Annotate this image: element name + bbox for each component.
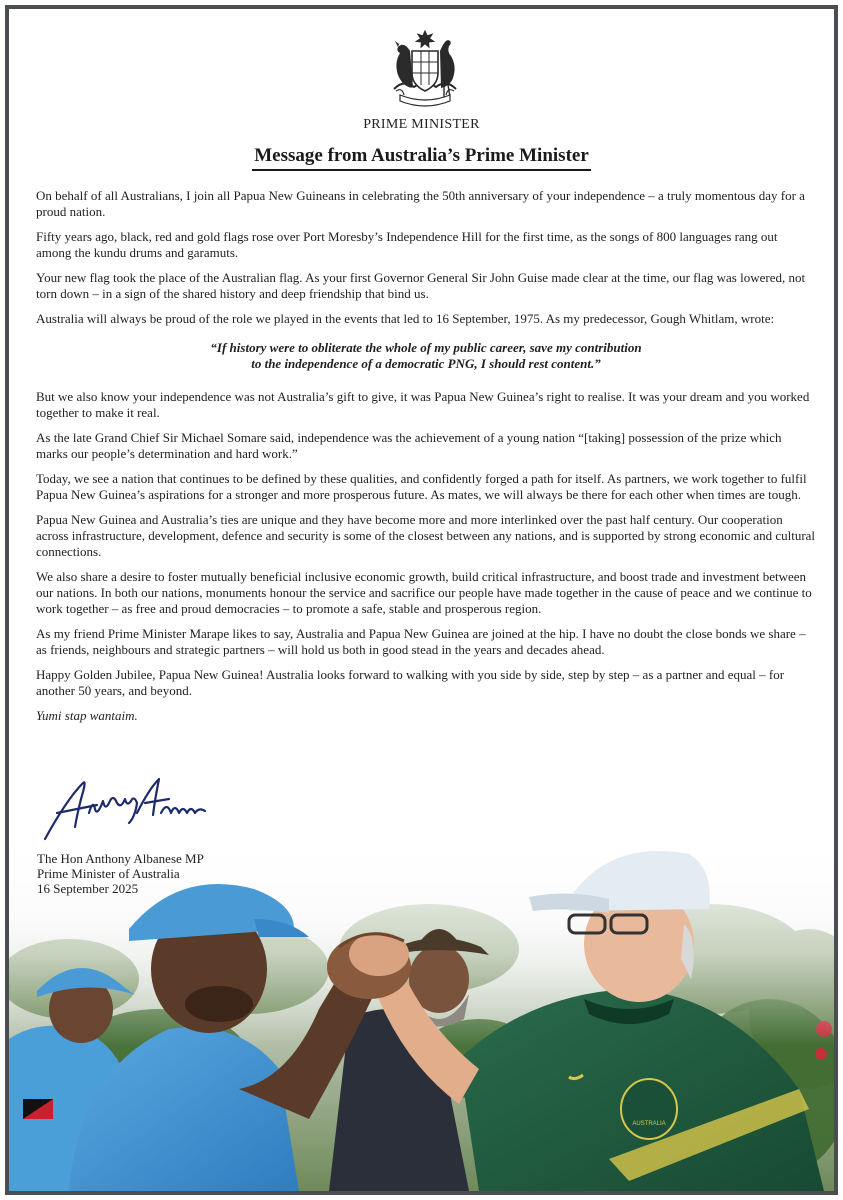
paragraph: On behalf of all Australians, I join all Papua New Guineans in celebrating the 50th anniversary of your independence – a truly momentous day for a proud nation. <box>36 188 805 219</box>
signature-text: Anthony Albanese <box>37 845 45 846</box>
closing-line: Yumi stap wantaim. <box>36 708 138 723</box>
paragraph: We also share a desire to foster mutually beneficial inclusive economic growth, build critical infrastructure, and boost trade and investment between our nations. In both our nations, monuments honour the service and sacrifice our people have made together in the cause of peace and we continue to work together – as free and proud democracies – to promote a safe, stable and prosperous region. <box>36 569 812 616</box>
office-label: PRIME MINISTER <box>363 117 480 132</box>
quote-line: “If history were to obliterate the whole of my public career, save my contribution <box>210 340 642 355</box>
paragraph: But we also know your independence was not Australia’s gift to give, it was Papua New Guinea’s right to realise. It was your dream and you worked together to make it real. <box>36 389 810 420</box>
coat-of-arms-icon <box>374 29 476 115</box>
paragraph: Happy Golden Jubilee, Papua New Guinea! Australia looks forward to walking with you side by side, step by step – as a partner and equal – for another 50 years, and beyond. <box>36 667 785 698</box>
signoff-date: 16 September 2025 <box>37 881 139 896</box>
signoff-role: Prime Minister of Australia <box>37 866 180 881</box>
signature-icon <box>37 769 217 847</box>
page-title <box>9 145 834 171</box>
paragraph: Your new flag took the place of the Australian flag. As your first Governor General Sir John Guise made clear at the time, our flag was lowered, not torn down – in a sign of the shared history and deep friendship that bind us. <box>36 270 806 301</box>
paragraph: Today, we see a nation that continues to be defined by these qualities, and confidently forged a path for itself. As partners, we work together to fulfil Papua New Guinea’s aspirations for a stronger and more prosperous future. As mates, we will always be there for each other when times are tough. <box>36 471 807 502</box>
paragraph: As the late Grand Chief Sir Michael Somare said, independence was the achievement of a young nation “[taking] possession of the prize which marks our people’s determination and hard work.” <box>36 430 782 461</box>
quote-line: to the independence of a democratic PNG, I should rest content.” <box>251 356 601 371</box>
paragraph: Australia will always be proud of the role we played in the events that led to 16 September, 1975. As my predecessor, Gough Whitlam, wrote: <box>36 311 775 326</box>
whitlam-quote <box>36 340 816 372</box>
paragraph: As my friend Prime Minister Marape likes to say, Australia and Papua New Guinea are joined at the hip. I have no doubt the close bonds we share – as friends, neighbours and strategic partners – will hold us both in good stead in the years and decades ahead. <box>36 626 806 657</box>
signoff-block <box>37 851 204 896</box>
letter-page <box>5 5 838 1195</box>
paragraph: Papua New Guinea and Australia’s ties are unique and they have become more and more interlinked over the past half century. Our cooperation across infrastructure, development, defence and security is some of the closest between any nations, and is supported by strong economic and cultural connections. <box>36 512 816 559</box>
page-title-text: Message from Australia’s Prime Minister <box>252 145 591 171</box>
jersey-badge-text: AUSTRALIA <box>632 1121 666 1127</box>
letter-body <box>36 188 816 733</box>
paragraph: Fifty years ago, black, red and gold flags rose over Port Moresby’s Independence Hill for the first time, as the songs of 800 languages rang out among the kundu drums and garamuts. <box>36 229 778 260</box>
signoff-name: The Hon Anthony Albanese MP <box>37 851 204 866</box>
